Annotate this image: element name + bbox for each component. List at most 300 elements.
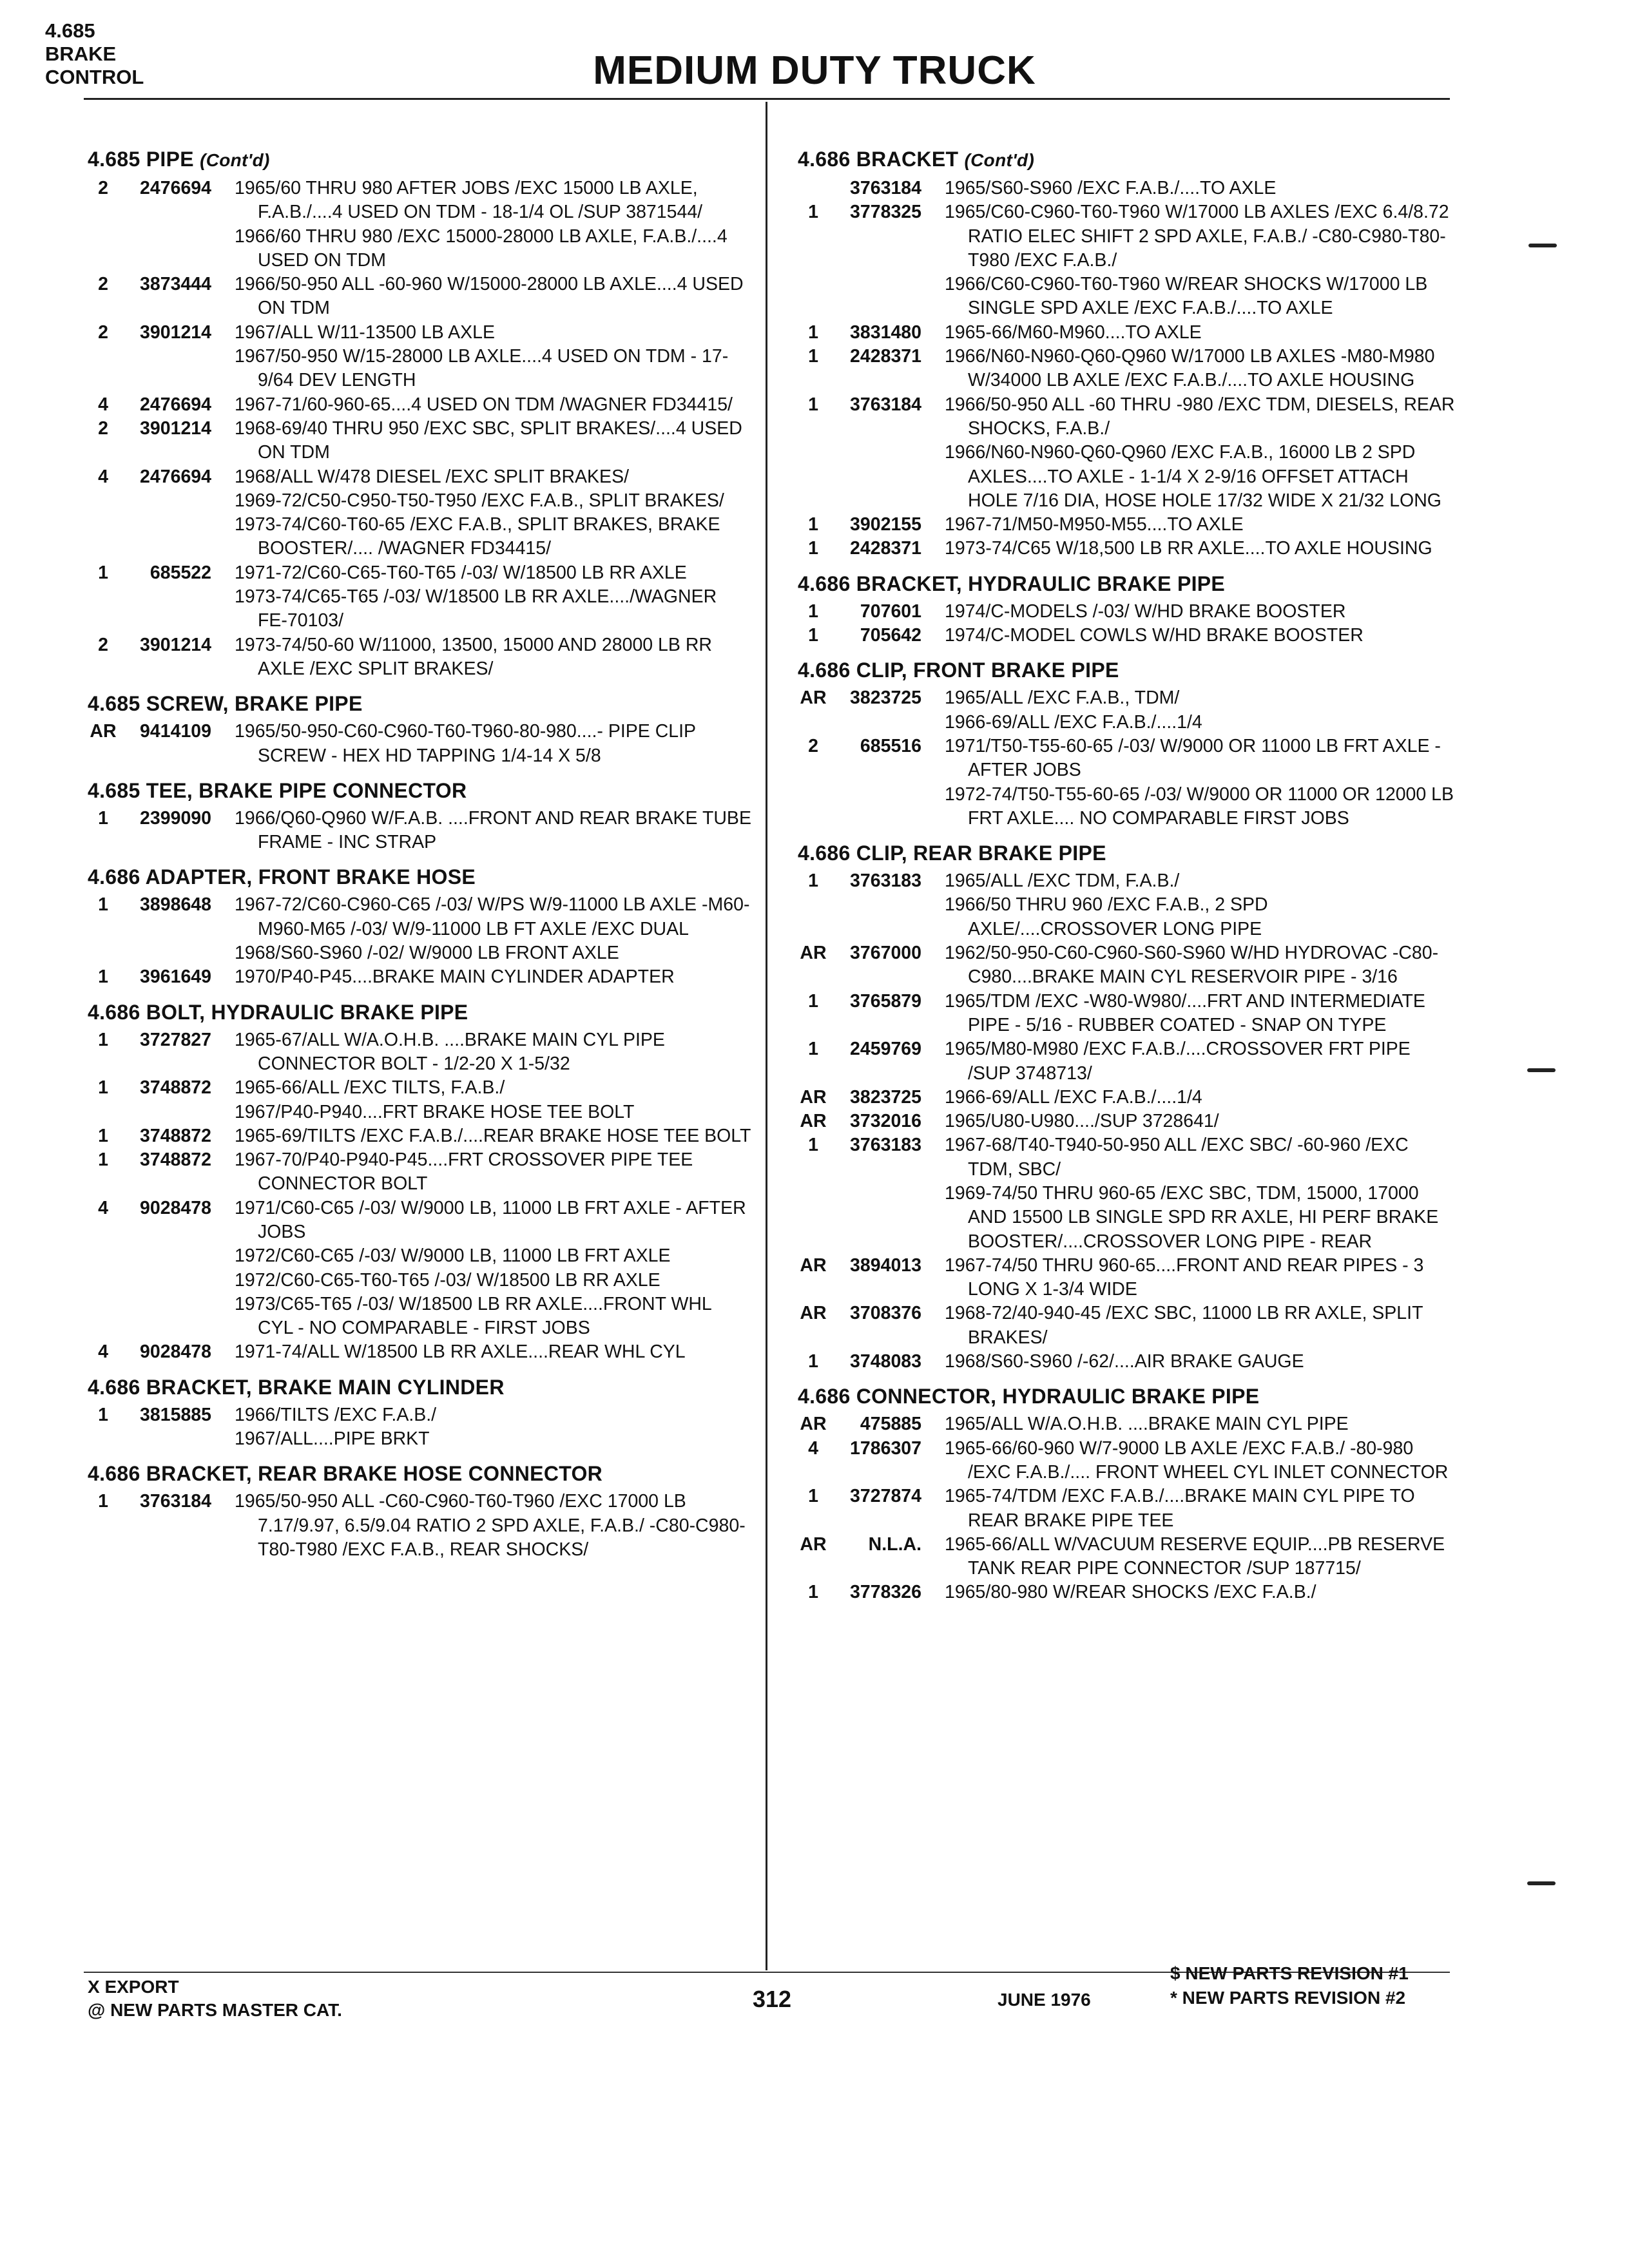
application-description: [945, 1350, 1455, 1374]
part-entry: [88, 1340, 751, 1364]
part-entry: [798, 1037, 1455, 1086]
quantity: AR: [800, 1533, 827, 1555]
description-line: 1965/C60-C960-T60-T960 W/17000 LB AXLES /EXC 6.4/8.72 RATIO ELEC SHIFT 2 SPD AXLE, F.A.B./ -C80-C980-T80-T980 /EXC F.A.B./: [945, 202, 1449, 271]
part-entry: [88, 1028, 751, 1077]
description-line: 1967-70/P40-P940-P45....FRT CROSSOVER PIPE TEE CONNECTOR BOLT: [235, 1149, 693, 1195]
quantity: 1: [98, 1125, 108, 1146]
part-number: 9028478: [140, 1341, 211, 1363]
part-number: 3898648: [140, 894, 211, 916]
part-entry: [798, 869, 1455, 941]
quantity: 2: [98, 418, 108, 439]
application-description: [945, 537, 1455, 561]
part-entry: [798, 321, 1455, 345]
quantity: 1: [808, 202, 818, 223]
description-line: 1967-71/60-960-65....4 USED ON TDM /WAGNER FD34415/: [235, 394, 733, 415]
application-description: [945, 990, 1455, 1038]
quantity: 1: [808, 514, 818, 535]
description-line: 1965/M80-M980 /EXC F.A.B./....CROSSOVER FRT PIPE /SUP 3748713/: [945, 1039, 1411, 1084]
part-number: 3873444: [140, 274, 211, 295]
part-entry: [798, 1302, 1455, 1350]
description-line: 1966/C60-C960-T60-T960 W/REAR SHOCKS W/17000 LB SINGLE SPD AXLE /EXC F.A.B./....TO AXLE: [945, 274, 1428, 319]
description-line: 1965-66/ALL W/VACUUM RESERVE EQUIP....PB RESERVE TANK REAR PIPE CONNECTOR /SUP 187715/: [945, 1533, 1445, 1579]
description-line: 1969-72/C50-C950-T50-T950 /EXC F.A.B., SPLIT BRAKES/: [235, 490, 724, 511]
parts-section: [798, 568, 1455, 648]
part-number: 3763184: [140, 1491, 211, 1512]
quantity: 1: [98, 1491, 108, 1512]
application-description: [945, 1110, 1455, 1133]
description-line: 1965/ALL /EXC TDM, F.A.B./: [945, 870, 1180, 892]
part-entry: [88, 1196, 751, 1341]
left-column: [88, 143, 751, 1568]
section-heading: [88, 1457, 751, 1490]
quantity: 2: [98, 178, 108, 198]
part-number: 3778325: [850, 202, 921, 223]
part-entry: [88, 1148, 751, 1196]
description-line: 1971-72/C60-C65-T60-T65 /-03/ W/18500 LB RR AXLE: [235, 562, 687, 583]
part-entry: [88, 965, 751, 989]
quantity: 1: [808, 625, 818, 646]
section-heading: [88, 996, 751, 1028]
section-heading: [88, 1371, 751, 1403]
application-description: [945, 1133, 1455, 1253]
part-number: 9028478: [140, 1197, 211, 1218]
part-number: 3763184: [850, 394, 921, 415]
application-description: [945, 1412, 1455, 1436]
quantity: 1: [808, 538, 818, 559]
part-number: 2428371: [850, 346, 921, 367]
description-line: 1965-66/M60-M960....TO AXLE: [945, 322, 1202, 343]
quantity: AR: [800, 1086, 827, 1108]
part-number: 3901214: [140, 634, 211, 655]
application-description: [945, 1302, 1455, 1350]
description-line: 1966/50 THRU 960 /EXC F.A.B., 2 SPD AXLE/....CROSSOVER LONG PIPE: [945, 894, 1268, 939]
part-number: 3823725: [850, 687, 921, 709]
right-column: [798, 143, 1455, 1611]
description-line: 1968-69/40 THRU 950 /EXC SBC, SPLIT BRAKES/....4 USED ON TDM: [235, 418, 742, 463]
description-line: 1968/S60-S960 /-02/ W/9000 LB FRONT AXLE: [235, 943, 619, 964]
quantity: 1: [98, 562, 108, 583]
part-entry: [88, 893, 751, 965]
part-entry: [798, 1581, 1455, 1604]
quantity: 1: [808, 394, 818, 415]
description-line: 1974/C-MODELS /-03/ W/HD BRAKE BOOSTER: [945, 601, 1346, 622]
description-line: 1973/C65-T65 /-03/ W/18500 LB RR AXLE....FRONT WHL CYL - NO COMPARABLE - FIRST JOBS: [235, 1293, 711, 1339]
application-description: [235, 1076, 751, 1124]
section-heading: [798, 654, 1455, 686]
part-entry: [798, 624, 1455, 648]
part-number: 3823725: [850, 1086, 921, 1108]
application-description: [235, 1124, 751, 1148]
footer-legend-right: [1170, 1961, 1409, 2010]
application-description: [235, 1340, 751, 1364]
revision-mark: [1527, 1068, 1556, 1072]
description-line: 1967-68/T40-T940-50-950 ALL /EXC SBC/ -60-960 /EXC TDM, SBC/: [945, 1135, 1409, 1180]
quantity: 2: [98, 634, 108, 655]
description-line: 1973-74/C65-T65 /-03/ W/18500 LB RR AXLE..../WAGNER FE-70103/: [235, 586, 717, 631]
application-description: [945, 686, 1455, 735]
part-number: 2476694: [140, 178, 211, 198]
description-line: 1965-67/ALL W/A.O.H.B. ....BRAKE MAIN CYL PIPE CONNECTOR BOLT - 1/2-20 X 1-5/32: [235, 1029, 665, 1074]
application-description: [945, 345, 1455, 393]
parts-section: [88, 687, 751, 768]
section-heading-text: 4.686 CLIP, REAR BRAKE PIPE: [798, 841, 1106, 865]
parts-section: [798, 837, 1455, 1374]
header-divider: [84, 98, 1450, 100]
section-heading-text: 4.686 BRACKET, REAR BRAKE HOSE CONNECTOR: [88, 1462, 603, 1486]
description-line: 1967-71/M50-M950-M55....TO AXLE: [945, 514, 1244, 535]
part-entry: [88, 1076, 751, 1124]
description-line: 1971-74/ALL W/18500 LB RR AXLE....REAR WHL CYL: [235, 1341, 686, 1363]
part-entry: [798, 990, 1455, 1038]
part-entry: [798, 1086, 1455, 1110]
part-number: 2428371: [850, 538, 921, 559]
part-number: 3708376: [850, 1303, 921, 1324]
application-description: [235, 1148, 751, 1196]
section-heading: [798, 568, 1455, 600]
description-line: 1967/ALL....PIPE BRKT: [235, 1428, 430, 1450]
section-heading-text: 4.686 ADAPTER, FRONT BRAKE HOSE: [88, 865, 476, 889]
application-description: [235, 893, 751, 965]
description-line: 1966/60 THRU 980 /EXC 15000-28000 LB AXLE, F.A.B./....4 USED ON TDM: [235, 226, 728, 271]
application-description: [945, 1254, 1455, 1302]
part-number: 3727874: [850, 1486, 921, 1507]
part-number: 2399090: [140, 807, 211, 829]
part-entry: [798, 1110, 1455, 1133]
quantity: 1: [98, 1077, 108, 1099]
parts-section: [798, 143, 1455, 561]
application-description: [945, 869, 1455, 941]
section-heading: [798, 1380, 1455, 1412]
publication-date: JUNE 1976: [998, 1990, 1091, 2010]
quantity: 1: [808, 1135, 818, 1156]
part-entry: [88, 561, 751, 633]
part-number: 475885: [860, 1414, 921, 1435]
section-heading-text: 4.686 CLIP, FRONT BRAKE PIPE: [798, 658, 1119, 682]
parts-section: [88, 774, 751, 855]
part-number: 3763184: [850, 178, 921, 198]
description-line: 1962/50-950-C60-C960-S60-S960 W/HD HYDROVAC -C80-C980....BRAKE MAIN CYL RESERVOIR PIPE - 3/16: [945, 943, 1439, 988]
application-description: [235, 273, 751, 321]
quantity: 1: [808, 601, 818, 622]
part-number: 3831480: [850, 322, 921, 343]
quantity: 1: [808, 322, 818, 343]
description-line: 1965/TDM /EXC -W80-W980/....FRT AND INTERMEDIATE PIPE - 5/16 - RUBBER COATED - SNAP ON TYPE: [945, 990, 1425, 1035]
section-heading-text: 4.685 SCREW, BRAKE PIPE: [88, 692, 363, 716]
description-line: 1967-72/C60-C960-C65 /-03/ W/PS W/9-11000 LB AXLE -M60-M960-M65 /-03/ W/9-11000 LB FT AXLE /EXC DUAL: [235, 894, 750, 939]
footer-legend-line: X EXPORT: [88, 1977, 179, 1997]
part-entry: [798, 1350, 1455, 1374]
section-heading-text: 4.686 BRACKET: [798, 148, 959, 171]
application-description: [945, 1437, 1455, 1485]
description-line: 1972-74/T50-T55-60-65 /-03/ W/9000 OR 11000 OR 12000 LB FRT AXLE.... NO COMPARABLE FIRST JOBS: [945, 783, 1454, 829]
part-number: 2476694: [140, 394, 211, 415]
description-line: 1966/N60-N960-Q60-Q960 /EXC F.A.B., 16000 LB 2 SPD AXLES....TO AXLE - 1-1/4 X 2-9/16 OFFSET ATTACH HOLE 7/16 DIA, HOSE HOLE 17/32 WIDE X 21/32 LONG: [945, 442, 1441, 511]
quantity: AR: [90, 721, 117, 742]
description-line: 1965-69/TILTS /EXC F.A.B./....REAR BRAKE HOSE TEE BOLT: [235, 1125, 751, 1146]
part-number: 3748872: [140, 1125, 211, 1146]
part-number: 9414109: [140, 721, 211, 742]
part-entry: [798, 200, 1455, 320]
part-number: 3815885: [140, 1404, 211, 1425]
part-number: 3748872: [140, 1077, 211, 1099]
description-line: 1973-74/C60-T60-65 /EXC F.A.B., SPLIT BRAKES, BRAKE BOOSTER/.... /WAGNER FD34415/: [235, 514, 720, 559]
part-number: 707601: [860, 601, 921, 622]
section-heading-text: 4.685 TEE, BRAKE PIPE CONNECTOR: [88, 778, 467, 802]
application-description: [945, 735, 1455, 831]
section-heading: [798, 837, 1455, 869]
section-heading: [88, 687, 751, 720]
part-entry: [798, 686, 1455, 735]
description-line: 1965-74/TDM /EXC F.A.B./....BRAKE MAIN CYL PIPE TO REAR BRAKE PIPE TEE: [945, 1486, 1415, 1531]
parts-section: [88, 1371, 751, 1452]
section-heading-text: 4.685 PIPE: [88, 148, 194, 171]
part-entry: [798, 941, 1455, 990]
part-entry: [798, 1412, 1455, 1436]
description-line: 1973-74/C65 W/18,500 LB RR AXLE....TO AXLE HOUSING: [945, 538, 1432, 559]
quantity: 4: [98, 1197, 108, 1218]
description-line: 1971/T50-T55-60-65 /-03/ W/9000 OR 11000 LB FRT AXLE - AFTER JOBS: [945, 735, 1441, 781]
section-heading: [88, 774, 751, 807]
part-number: 3894013: [850, 1254, 921, 1276]
part-entry: [88, 807, 751, 855]
part-number: 685516: [860, 735, 921, 756]
description-line: 1972/C60-C65 /-03/ W/9000 LB, 11000 LB FRT AXLE: [235, 1245, 671, 1267]
part-number: 3727827: [140, 1029, 211, 1050]
part-number: 3748872: [140, 1149, 211, 1171]
quantity: 1: [808, 346, 818, 367]
description-line: 1965/ALL /EXC F.A.B., TDM/: [945, 687, 1180, 709]
part-number: 3901214: [140, 322, 211, 343]
section-code-line: BRAKE: [45, 43, 117, 65]
quantity: 1: [98, 1149, 108, 1171]
quantity: 1: [808, 1486, 818, 1507]
application-description: [945, 624, 1455, 648]
part-entry: [798, 513, 1455, 537]
description-line: 1965-66/ALL /EXC TILTS, F.A.B./: [235, 1077, 505, 1099]
quantity: 1: [808, 1351, 818, 1372]
quantity: 1: [98, 1404, 108, 1425]
application-description: [235, 465, 751, 561]
description-line: 1967/50-950 W/15-28000 LB AXLE....4 USED ON TDM - 17-9/64 DEV LENGTH: [235, 346, 729, 391]
quantity: AR: [800, 1414, 827, 1435]
part-entry: [88, 720, 751, 768]
quantity: 1: [98, 807, 108, 829]
description-line: 1965/50-950 ALL -C60-C960-T60-T960 /EXC 17000 LB 7.17/9.97, 6.5/9.04 RATIO 2 SPD AXLE, F.A.B./ -C80-C980-T80-T980 /EXC F.A.B., REAR SHOCKS/: [235, 1491, 746, 1560]
description-line: 1965-66/60-960 W/7-9000 LB AXLE /EXC F.A.B./ -80-980 /EXC F.A.B./.... FRONT WHEEL CYL INLET CONNECTOR: [945, 1437, 1449, 1483]
description-line: 1966-69/ALL /EXC F.A.B./....1/4: [945, 711, 1202, 733]
continued-label: (Cont'd): [200, 150, 270, 170]
quantity: 4: [98, 1341, 108, 1363]
page-title: MEDIUM DUTY TRUCK: [593, 48, 1036, 93]
part-entry: [88, 417, 751, 465]
part-entry: [88, 393, 751, 417]
application-description: [945, 1086, 1455, 1110]
quantity: AR: [800, 1111, 827, 1132]
application-description: [235, 393, 751, 417]
part-entry: [798, 1254, 1455, 1302]
application-description: [945, 200, 1455, 320]
footer-legend-line: @ NEW PARTS MASTER CAT.: [88, 2000, 342, 2020]
part-number: 3763183: [850, 870, 921, 892]
part-number: 3765879: [850, 990, 921, 1012]
section-heading-text: 4.686 CONNECTOR, HYDRAULIC BRAKE PIPE: [798, 1385, 1260, 1408]
description-line: 1965/ALL W/A.O.H.B. ....BRAKE MAIN CYL PIPE: [945, 1414, 1349, 1435]
part-number: 1786307: [850, 1437, 921, 1459]
description-line: 1967/P40-P940....FRT BRAKE HOSE TEE BOLT: [235, 1101, 635, 1122]
part-entry: [798, 600, 1455, 624]
part-entry: [798, 345, 1455, 393]
application-description: [235, 633, 751, 682]
quantity: 1: [808, 1039, 818, 1060]
quantity: 4: [808, 1437, 818, 1459]
footer-legend-left: [88, 1975, 342, 2022]
application-description: [235, 1196, 751, 1341]
part-number: 685522: [149, 562, 211, 583]
part-entry: [88, 321, 751, 393]
quantity: 1: [98, 966, 108, 988]
application-description: [235, 965, 751, 989]
application-description: [945, 513, 1455, 537]
description-line: 1972/C60-C65-T60-T65 /-03/ W/18500 LB RR AXLE: [235, 1269, 660, 1291]
part-entry: [798, 1485, 1455, 1533]
description-line: 1973-74/50-60 W/11000, 13500, 15000 AND 28000 LB RR AXLE /EXC SPLIT BRAKES/: [235, 634, 712, 679]
description-line: 1966/TILTS /EXC F.A.B./: [235, 1404, 437, 1425]
part-entry: [798, 177, 1455, 200]
part-number: N.L.A.: [868, 1533, 921, 1555]
section-heading: [88, 143, 751, 177]
part-entry: [88, 273, 751, 321]
part-entry: [798, 735, 1455, 831]
description-line: 1965/50-950-C60-C960-T60-T960-80-980....- PIPE CLIP SCREW - HEX HD TAPPING 1/4-14 X 5/8: [235, 721, 696, 766]
quantity: 4: [98, 466, 108, 487]
application-description: [945, 1485, 1455, 1533]
page-number: 312: [753, 1986, 792, 2012]
description-line: 1970/P40-P45....BRAKE MAIN CYLINDER ADAPTER: [235, 966, 675, 988]
part-entry: [88, 1490, 751, 1562]
part-number: 3778326: [850, 1582, 921, 1603]
quantity: AR: [800, 1254, 827, 1276]
description-line: 1965/80-980 W/REAR SHOCKS /EXC F.A.B./: [945, 1582, 1316, 1603]
section-heading-text: 4.686 BRACKET, HYDRAULIC BRAKE PIPE: [798, 572, 1226, 595]
parts-section: [88, 861, 751, 989]
part-number: 3767000: [850, 943, 921, 964]
quantity: 1: [808, 990, 818, 1012]
column-divider: [766, 102, 767, 1970]
section-code-line: CONTROL: [45, 66, 144, 88]
description-line: 1968/S60-S960 /-62/....AIR BRAKE GAUGE: [945, 1351, 1304, 1372]
parts-section: [88, 1457, 751, 1562]
revision-mark: [1528, 244, 1557, 247]
application-description: [945, 321, 1455, 345]
description-line: 1966/N60-N960-Q60-Q960 W/17000 LB AXLES -M80-M980 W/34000 LB AXLE /EXC F.A.B./....TO AXLE HOUSING: [945, 346, 1435, 391]
quantity: 2: [808, 735, 818, 756]
description-line: 1971/C60-C65 /-03/ W/9000 LB, 11000 LB FRT AXLE - AFTER JOBS: [235, 1197, 746, 1242]
footer-legend-line: $ NEW PARTS REVISION #1: [1170, 1963, 1409, 1983]
application-description: [235, 417, 751, 465]
application-description: [235, 321, 751, 393]
part-entry: [798, 1133, 1455, 1253]
quantity: 4: [98, 394, 108, 415]
revision-mark: [1527, 1881, 1556, 1885]
application-description: [945, 1533, 1455, 1581]
application-description: [945, 1037, 1455, 1086]
footer-legend-line: * NEW PARTS REVISION #2: [1170, 1988, 1406, 2008]
part-number: 3901214: [140, 418, 211, 439]
part-number: 3748083: [850, 1351, 921, 1372]
part-entry: [88, 633, 751, 682]
part-entry: [88, 1403, 751, 1452]
parts-section: [88, 996, 751, 1365]
part-entry: [798, 1437, 1455, 1485]
description-line: 1966/Q60-Q960 W/F.A.B. ....FRONT AND REAR BRAKE TUBE FRAME - INC STRAP: [235, 807, 751, 853]
application-description: [945, 393, 1455, 513]
part-entry: [798, 537, 1455, 561]
part-number: 3763183: [850, 1135, 921, 1156]
application-description: [235, 1403, 751, 1452]
description-line: 1967-74/50 THRU 960-65....FRONT AND REAR PIPES - 3 LONG X 1-3/4 WIDE: [945, 1254, 1424, 1300]
section-heading-text: 4.686 BRACKET, BRAKE MAIN CYLINDER: [88, 1375, 505, 1399]
description-line: 1965/60 THRU 980 AFTER JOBS /EXC 15000 LB AXLE, F.A.B./....4 USED ON TDM - 18-1/4 OL /SUP 3871544/: [235, 178, 703, 223]
quantity: 1: [98, 1029, 108, 1050]
description-line: 1965/S60-S960 /EXC F.A.B./....TO AXLE: [945, 178, 1277, 198]
section-heading: [88, 861, 751, 893]
parts-section: [798, 654, 1455, 831]
part-number: 2459769: [850, 1039, 921, 1060]
part-number: 2476694: [140, 466, 211, 487]
description-line: 1967/ALL W/11-13500 LB AXLE: [235, 322, 496, 343]
part-number: 705642: [860, 625, 921, 646]
quantity: AR: [800, 687, 827, 709]
quantity: AR: [800, 943, 827, 964]
quantity: AR: [800, 1303, 827, 1324]
part-entry: [88, 1124, 751, 1148]
part-entry: [798, 1533, 1455, 1581]
quantity: 1: [808, 870, 818, 892]
section-code-line: 4.685: [45, 19, 95, 42]
parts-section: [88, 143, 751, 681]
description-line: 1965/U80-U980..../SUP 3728641/: [945, 1111, 1219, 1132]
description-line: 1969-74/50 THRU 960-65 /EXC SBC, TDM, 15000, 17000 AND 15500 LB SINGLE SPD RR AXLE, HI PERF BRAKE BOOSTER/....CROSSOVER LONG PIPE - REAR: [945, 1182, 1439, 1252]
parts-section: [798, 1380, 1455, 1604]
part-number: 3961649: [140, 966, 211, 988]
description-line: 1966/50-950 ALL -60-960 W/15000-28000 LB AXLE....4 USED ON TDM: [235, 274, 744, 319]
part-entry: [798, 393, 1455, 513]
description-line: 1974/C-MODEL COWLS W/HD BRAKE BOOSTER: [945, 625, 1364, 646]
application-description: [945, 177, 1455, 200]
description-line: 1966-69/ALL /EXC F.A.B./....1/4: [945, 1086, 1202, 1108]
quantity: 2: [98, 274, 108, 295]
section-heading-text: 4.686 BOLT, HYDRAULIC BRAKE PIPE: [88, 1000, 468, 1024]
application-description: [235, 1028, 751, 1077]
part-entry: [88, 177, 751, 273]
quantity: 1: [98, 894, 108, 916]
description-line: 1966/50-950 ALL -60 THRU -980 /EXC TDM, DIESELS, REAR SHOCKS, F.A.B./: [945, 394, 1455, 439]
quantity: 2: [98, 322, 108, 343]
description-line: 1968/ALL W/478 DIESEL /EXC SPLIT BRAKES/: [235, 466, 629, 487]
description-line: 1968-72/40-940-45 /EXC SBC, 11000 LB RR AXLE, SPLIT BRAKES/: [945, 1303, 1423, 1348]
application-description: [235, 720, 751, 768]
application-description: [945, 941, 1455, 990]
application-description: [235, 177, 751, 273]
application-description: [235, 807, 751, 855]
section-heading: [798, 143, 1455, 177]
application-description: [235, 561, 751, 633]
part-number: 3732016: [850, 1111, 921, 1132]
application-description: [945, 1581, 1455, 1604]
continued-label: (Cont'd): [964, 150, 1035, 170]
application-description: [945, 600, 1455, 624]
application-description: [235, 1490, 751, 1562]
